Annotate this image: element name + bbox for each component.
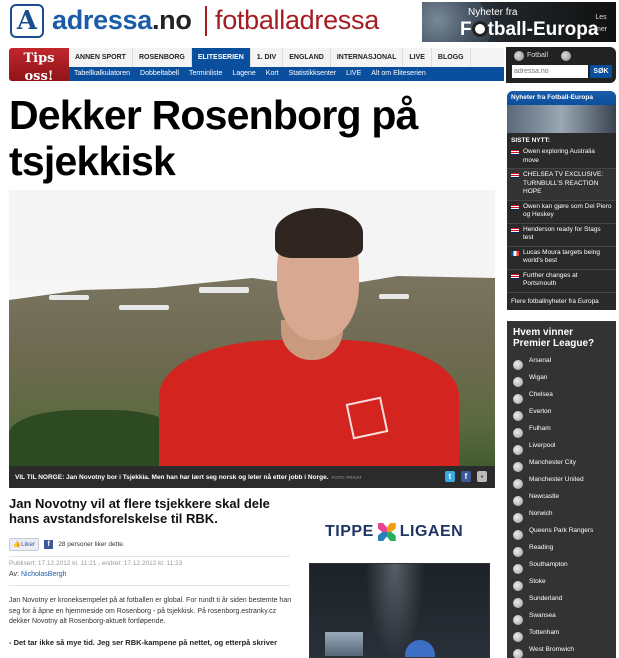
divider [9,556,290,557]
poll-option[interactable] [507,438,616,455]
poll-option[interactable] [507,353,616,370]
mer: mer [595,26,608,33]
poll-option-label: Manchester United [529,475,584,483]
radio-icon[interactable] [513,513,523,523]
poll-option-label: Tottenham [529,628,560,636]
caption-text: VIL TIL NORGE: Jan Novotny bor i Tsjekkia. Men han har lært seg norsk og leter nå etter jobb i Norge. [15,473,329,481]
radio-icon[interactable] [513,428,523,438]
poll-option[interactable] [507,642,616,658]
poll-option[interactable] [507,608,616,625]
photo-snow [49,295,89,300]
published-date: Publisert: 17.12.2012 kl. 11:21 , endret: 17.12.2012 kl. 11:23 [9,560,183,567]
europa-globe-image [507,105,616,133]
facebook-icon: f [44,540,53,549]
tippeligaen-logo[interactable] [325,523,463,541]
uk-flag-icon [511,173,519,178]
siste-nytt-label: SISTE NYTT: [511,137,551,144]
poll-question: Hvem vinner Premier League? [513,327,595,349]
subnav-dobbeltabell[interactable]: Dobbeltabell [140,70,179,77]
photo-snow [119,305,169,310]
poll-option-label: Southampton [529,560,568,568]
poll-option-label: Manchester City [529,458,576,466]
news-item[interactable] [507,169,616,201]
photo-shirt-print [346,397,389,440]
les-mer-link[interactable] [595,12,607,36]
poll-option[interactable] [507,370,616,387]
radio-icon[interactable] [513,581,523,591]
tips-sub: Fotballadressa [12,86,66,94]
poll-option-label: West Bromwich [529,645,575,653]
article-paragraph: - Det tar ikke så mye tid. Jeg ser RBK-kampene på nettet, og etterpå skriver [9,638,278,647]
poll-option[interactable] [507,421,616,438]
byline [9,571,66,578]
poll-option[interactable] [507,625,616,642]
banner-rest: tball-Europa [487,19,599,40]
video-player[interactable] [309,563,490,658]
radio-icon[interactable] [513,462,523,472]
tips-title: Tips oss! [23,51,55,84]
photo-trees [9,410,179,466]
news-text: Henderson ready for Stags test [523,225,601,241]
adressa-logo-icon[interactable]: A [10,4,44,38]
poll-option-label: Queens Park Rangers [529,526,594,534]
search-box [506,47,616,83]
poll-option-label: Wigan [529,373,548,381]
logo-site: adressa [52,5,152,35]
news-item[interactable] [507,146,616,169]
tippeligaen-x-icon [378,523,396,541]
search-radio-label: Fotball [527,52,549,59]
photo-snow [379,294,409,299]
photo-hair [275,208,363,258]
subnav-tabellkalkulatoren[interactable]: Tabellkalkulatoren [74,70,131,77]
video-person [405,640,435,658]
poll-option-label: Stoke [529,577,546,585]
poll-option[interactable] [507,540,616,557]
news-item[interactable] [507,270,616,293]
radio-icon[interactable] [513,530,523,540]
subnav-statistikksenter[interactable]: Statistikksenter [288,70,337,77]
article-paragraph: Jan Novotny er kroneksempelet på at fotballen er global. For rundt ti år siden bestemte han seg for å åpne en hjemmeside om Rosenborg - på tsjekkisk. På rosenborg.estranky.cz dekker Novotny alt Rosenborg-aktuelt fortløpende. [9,597,292,625]
news-item[interactable] [507,224,616,247]
twitter-icon[interactable]: t [445,471,455,482]
radio-icon[interactable] [513,598,523,608]
photo-sky [9,190,495,280]
adressa-logo[interactable] [52,5,192,36]
photo-caption [9,466,495,488]
poll-option[interactable] [507,523,616,540]
photo-credit: FOTO: PRIVAT [331,474,363,480]
byline-prefix: Av: [9,571,19,578]
fotball-europa-banner[interactable] [422,2,616,42]
uk-flag-icon [511,228,519,233]
poll-option[interactable] [507,387,616,404]
radio-icon[interactable] [513,632,523,642]
thumbs-up-icon: 👍 [13,541,22,548]
poll-option-label: Liverpool [529,441,556,449]
nav-internasjonal[interactable]: INTERNASJONAL [331,48,404,67]
france-flag-icon [511,251,519,256]
radio-icon[interactable] [513,564,523,574]
subnav-lagene[interactable]: Lagene [232,70,256,77]
poll-option[interactable] [507,574,616,591]
logo-divider [205,6,207,36]
news-text: Owen kan gjøre som Del Piero og Heskey [523,202,612,218]
news-text: Lucas Moura targets being world's best [523,248,600,264]
poll-option-label: Reading [529,543,554,551]
news-text: Further changes at Portsmouth [523,271,578,287]
radio-icon[interactable] [513,547,523,557]
news-text: Owen exploring Australia move [523,148,595,164]
more-europa-news-link[interactable]: Flere fotballnyheter fra Europa [511,297,599,305]
poll-option[interactable] [507,472,616,489]
uk-flag-icon [511,150,519,155]
subnav-live[interactable]: LIVE [346,70,362,77]
radio-icon[interactable] [513,479,523,489]
video-scoreboard [325,632,363,656]
nav-blogg[interactable]: BLOGG [432,48,471,67]
poll-option-label: Everton [529,407,552,415]
subnav-kort[interactable]: Kort [265,70,279,77]
poll-option-label: Newcastle [529,492,559,500]
photo-snow [199,287,249,293]
radio-icon[interactable] [513,394,523,404]
poll-option-label: Swansea [529,611,556,619]
share-icon[interactable]: ▪ [477,471,487,482]
logo-tld: .no [151,5,192,35]
poll-option[interactable] [507,591,616,608]
article-headline: Dekker Rosenborg på tsjekkisk [9,92,418,184]
europa-news-box [507,91,616,310]
uk-flag-icon [511,274,519,279]
nav-england[interactable]: ENGLAND [283,48,331,67]
author-link[interactable]: NicholasBergh [20,571,67,578]
tippe-text: TIPPE [325,523,374,540]
share-icons [445,471,487,482]
news-item[interactable] [507,247,616,270]
news-text: CHELSEA TV EXCLUSIVE: TURNBULL'S REACTION HOPE [523,171,604,195]
nav-rosenborg[interactable]: ROSENBORG [133,48,192,67]
radio-icon[interactable] [513,649,523,658]
radio-icon[interactable] [513,496,523,506]
nav-1-div[interactable]: 1. DIV [251,48,283,67]
ligaen-text: LIGAEN [399,523,464,540]
poll-option-label: Sunderland [529,594,563,602]
like-count: 28 personer liker dette. [58,541,125,548]
poll-option-label: Chelsea [529,390,553,398]
radio-icon[interactable] [513,615,523,625]
search-button[interactable]: SØK [590,65,612,78]
nav-annen-sport[interactable]: ANNEN SPORT [69,48,133,67]
search-input[interactable] [512,65,588,78]
banner-big-text [460,19,598,41]
uk-flag-icon [511,205,519,210]
search-radio-fotball[interactable] [514,51,524,61]
tips-oss-button[interactable] [9,48,69,94]
like-label: Liker [21,541,36,548]
article-lead: Jan Novotny vil at flere tsjekkere skal dele hans avstandsforelskelse til RBK. [9,496,270,526]
poll-option[interactable] [507,557,616,574]
banner-f: F [460,19,472,40]
poll-option[interactable] [507,506,616,523]
poll-option-label: Fulham [529,424,551,432]
sub-nav [69,67,504,81]
nav-eliteserien[interactable]: ELITESERIEN [192,48,251,67]
poll-option[interactable] [507,455,616,472]
poll-option-label: Arsenal [529,356,552,364]
fotballadressa-logo[interactable]: fotballadressa [215,5,379,35]
poll-option[interactable] [507,404,616,421]
main-nav [69,48,504,67]
radio-icon[interactable] [513,360,523,370]
nav-live[interactable]: LIVE [403,48,432,67]
article-photo[interactable] [9,190,495,466]
like-button[interactable] [9,538,39,551]
europa-box-title[interactable]: Nyheter fra Fotball-Europa [507,91,616,105]
radio-icon[interactable] [513,377,523,387]
poll-option-label: Norwich [529,509,553,517]
site-header [0,0,619,45]
subnav-terminliste[interactable]: Terminliste [188,70,223,77]
divider [9,585,290,586]
radio-icon[interactable] [513,445,523,455]
search-radio-other[interactable] [561,51,571,61]
les: Les [595,14,607,21]
poll-option[interactable] [507,489,616,506]
facebook-like-row [9,538,125,551]
poll-box [507,321,616,658]
news-item[interactable] [507,201,616,224]
facebook-icon[interactable]: f [461,471,471,482]
subnav-alt-om-eliteserien[interactable]: Alt om Eliteserien [371,70,426,77]
football-icon [472,21,488,37]
radio-icon[interactable] [513,411,523,421]
banner-small-text: Nyheter fra [468,7,518,18]
